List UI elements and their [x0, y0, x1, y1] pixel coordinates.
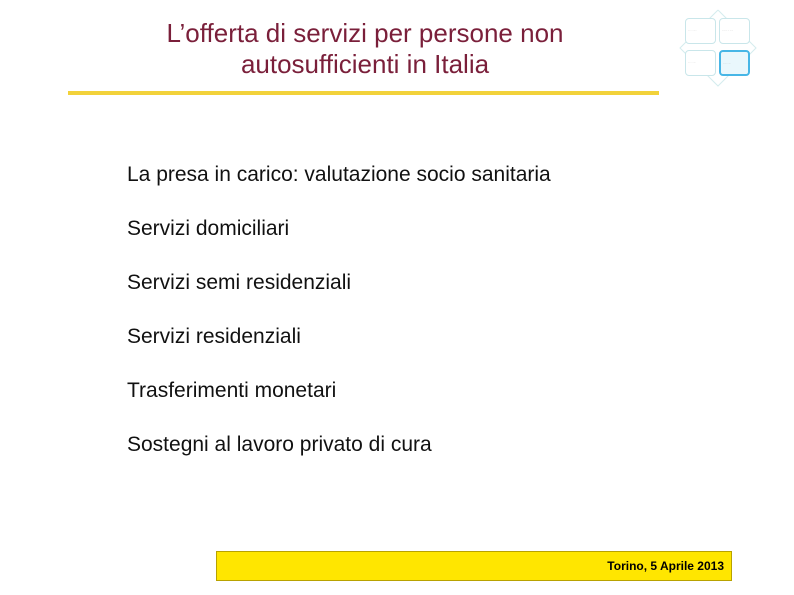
title-line-1: L’offerta di servizi per persone non	[166, 18, 564, 48]
list-item: La presa in carico: valutazione socio sanitaria	[127, 163, 551, 186]
footer-date: Torino, 5 Aprile 2013	[607, 559, 724, 573]
title-line-2: autosufficienti in Italia	[240, 49, 490, 79]
list-item: Servizi semi residenziali	[127, 271, 352, 294]
navigator-box-2[interactable]	[719, 18, 750, 44]
slide-title	[70, 18, 660, 80]
navigator-box-4-label: ······ ·····	[723, 63, 731, 65]
footer-bar	[216, 551, 732, 581]
list-item: Trasferimenti monetari	[127, 379, 337, 402]
navigator-box-3[interactable]	[685, 50, 716, 76]
navigator-box-4-active[interactable]	[719, 50, 750, 76]
section-navigator	[676, 6, 760, 90]
title-underline	[68, 91, 659, 95]
navigator-box-1[interactable]	[685, 18, 716, 44]
list-item: Servizi residenziali	[127, 325, 301, 348]
navigator-box-3-label: ···· · ·····	[688, 62, 696, 64]
topic-list	[127, 160, 551, 484]
navigator-box-1-label: ···· ·· ·····	[688, 30, 697, 32]
list-item: Servizi domiciliari	[127, 217, 290, 240]
navigator-box-2-label: ········ ·· ·····	[722, 30, 734, 32]
list-item: Sostegni al lavoro privato di cura	[127, 433, 432, 456]
